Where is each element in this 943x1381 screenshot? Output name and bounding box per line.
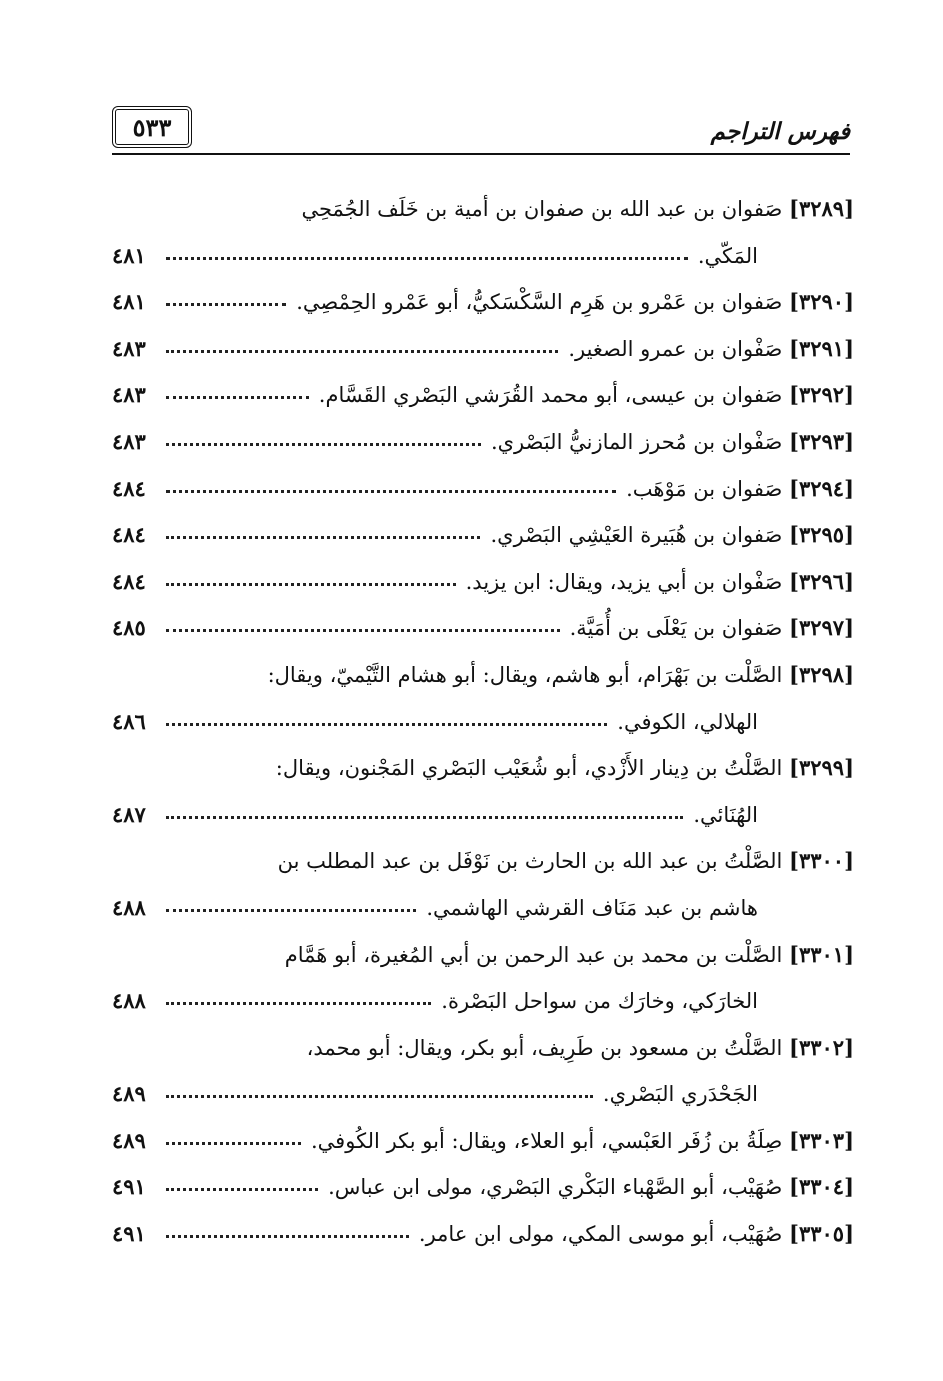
- entry-name: صَفوان بن مَوْهَب.: [626, 476, 783, 501]
- entry-number: [٣٣٠٤]: [789, 1174, 854, 1200]
- entry-name: صَفوان بن عَمْرو بن هَرِم السَّكْسَكيُّ، أبو عَمْرو الحِمْصِي.: [296, 290, 783, 315]
- entry-number: [٣٢٩٤]: [789, 475, 854, 501]
- entry-name: صَفوان بن عيسى، أبو محمد القُرَشي البَصْري القَسَّام.: [318, 383, 783, 408]
- entry-name: صَفوان بن عبد الله بن صفوان بن أمية بن خَلَف الجُمَحِي: [301, 197, 783, 221]
- entry-page-number: ٤٨٨: [112, 894, 146, 920]
- entry-page-number: ٤٨٩: [112, 1081, 146, 1107]
- entry-number: [٣٣٠٠]: [789, 848, 854, 874]
- entry-line: [112, 561, 854, 608]
- entry-text: [617, 707, 758, 737]
- entry-text: [426, 893, 758, 923]
- entry-number: [٣٣٠٥]: [789, 1221, 854, 1247]
- entry-line: [112, 328, 854, 375]
- entry-page-number: ٤٨٣: [112, 382, 146, 408]
- dot-leader: [166, 723, 607, 726]
- entry-page-number: ٤٨٦: [112, 708, 146, 734]
- entry-text: [285, 940, 854, 970]
- entry-name: الخارَكي، وخارَك من سواحل البَصْرة.: [441, 989, 758, 1014]
- entry-text: [693, 800, 758, 830]
- entry-text: [307, 1033, 854, 1063]
- entry-text: [626, 474, 854, 504]
- entry-number: [٣٢٩٣]: [789, 428, 854, 454]
- entry-text: [319, 380, 854, 410]
- entry-continuation-line: [112, 980, 854, 1027]
- entry-line: [112, 607, 854, 654]
- entry-continuation-line: [112, 235, 854, 282]
- entry-line: [112, 188, 854, 235]
- entry-line: [112, 1213, 854, 1260]
- dot-leader: [166, 1188, 318, 1191]
- entry-name: الهلالي، الكوفي.: [617, 709, 758, 734]
- entry-page-number: ٤٨٤: [112, 475, 146, 501]
- entry-text: [568, 334, 854, 364]
- entry-name: صَفْوان بن أبي يزيد، ويقال: ابن يزيد.: [465, 569, 783, 594]
- entry-number: [٣٢٩٧]: [789, 615, 854, 641]
- entry-text: [490, 520, 854, 550]
- entry-line: [112, 514, 854, 561]
- entry-name: الصَّلْتُ بن دِينار الأَزْدي، أبو شُعَيْب البَصْري المَجْنون، ويقال:: [275, 756, 783, 781]
- entry-text: [441, 986, 758, 1016]
- dot-leader: [166, 1142, 301, 1145]
- header-title: فهرس التراجم: [710, 118, 850, 145]
- entry-line: [112, 468, 854, 515]
- entry-name: هاشم بن عبد مَنَاف القرشي الهاشمي.: [426, 895, 758, 920]
- entry-text: [268, 660, 854, 690]
- header-rule: [112, 153, 850, 155]
- dot-leader: [166, 536, 480, 539]
- entry-text: [328, 1172, 854, 1202]
- entry-line: [112, 281, 854, 328]
- entry-line: [112, 1027, 854, 1074]
- entry-name: الصَّلْتُ بن مسعود بن طَرِيف، أبو بكر، ويقال: أبو محمد،: [306, 1035, 783, 1060]
- entry-name: الهُنَائي.: [693, 802, 758, 827]
- entry-page-number: ٤٨٣: [112, 335, 146, 361]
- entry-number: [٣٣٠١]: [789, 941, 854, 967]
- entry-page-number: ٤٨٧: [112, 801, 146, 827]
- entry-number: [٣٢٩٦]: [789, 568, 854, 594]
- entry-line: [112, 840, 854, 887]
- entry-text: [301, 194, 854, 224]
- entry-page-number: ٤٨٤: [112, 522, 146, 548]
- entry-text: [419, 1219, 854, 1249]
- entry-continuation-line: [112, 701, 854, 748]
- entry-name: صَفْوان بن مُحرز المازنيُّ البَصْري.: [490, 429, 783, 454]
- index-entries: [112, 188, 854, 1260]
- entry-number: [٣٣٠٣]: [789, 1127, 854, 1153]
- dot-leader: [166, 1235, 409, 1238]
- entry-name: صِلَةُ بن زُفَر العَبْسي، أبو العلاء، ويقال: أبو بكر الكُوفي.: [311, 1128, 783, 1153]
- entry-number: [٣٢٩٠]: [789, 289, 854, 315]
- entry-name: المَكّي.: [697, 243, 758, 268]
- entry-page-number: ٤٨١: [112, 289, 146, 315]
- entry-page-number: ٤٨١: [112, 242, 146, 268]
- entry-name: الصَّلْت بن محمد بن عبد الرحمن بن أبي المُغيرة، أبو هَمَّام: [284, 942, 783, 967]
- entry-text: [466, 567, 854, 597]
- dot-leader: [166, 257, 688, 260]
- entry-number: [٣٢٩٨]: [789, 661, 854, 687]
- dot-leader: [166, 909, 416, 912]
- entry-name: صَفوان بن هُبَيرة العَيْشِي البَصْري.: [490, 523, 783, 548]
- entry-text: [491, 427, 854, 457]
- entry-page-number: ٤٩١: [112, 1174, 146, 1200]
- dot-leader: [166, 490, 616, 493]
- entry-text: [276, 753, 854, 783]
- entry-text: [278, 846, 854, 876]
- entry-text: [603, 1079, 758, 1109]
- entry-text: [570, 613, 854, 643]
- entry-continuation-line: [112, 1073, 854, 1120]
- entry-line: [112, 374, 854, 421]
- page-number: ٥٣٣: [132, 112, 172, 142]
- entry-line: [112, 1166, 854, 1213]
- entry-line: [112, 654, 854, 701]
- entry-line: [112, 421, 854, 468]
- entry-continuation-line: [112, 887, 854, 934]
- entry-name: صُهَيْب، أبو موسى المكي، مولى ابن عامر.: [418, 1222, 783, 1247]
- page-number-box: [112, 106, 192, 148]
- entry-text: [296, 287, 854, 317]
- dot-leader: [166, 816, 683, 819]
- entry-line: [112, 934, 854, 981]
- dot-leader: [166, 443, 481, 446]
- dot-leader: [166, 1095, 593, 1098]
- entry-page-number: ٤٨٨: [112, 988, 146, 1014]
- dot-leader: [166, 1002, 431, 1005]
- entry-page-number: ٤٨٩: [112, 1127, 146, 1153]
- entry-name: صَفْوان بن عمرو الصغير.: [568, 336, 783, 361]
- entry-name: الصَّلْت بن بَهْرَام، أبو هاشم، ويقال: أبو هشام التَّيْميّ، ويقال:: [267, 662, 783, 687]
- entry-name: الجَحْدَري البَصْري.: [602, 1082, 758, 1107]
- dot-leader: [166, 350, 558, 353]
- dot-leader: [166, 629, 560, 632]
- entry-number: [٣٢٩٩]: [789, 755, 854, 781]
- entry-page-number: ٤٨٥: [112, 615, 146, 641]
- entry-page-number: ٤٨٤: [112, 568, 146, 594]
- dot-leader: [166, 583, 456, 586]
- entry-continuation-line: [112, 794, 854, 841]
- entry-page-number: ٤٨٣: [112, 428, 146, 454]
- entry-text: [698, 241, 758, 271]
- entry-text: [311, 1126, 854, 1156]
- entry-number: [٣٢٨٩]: [789, 196, 854, 221]
- entry-number: [٣٣٠٢]: [789, 1034, 854, 1060]
- entry-name: صُهَيْب، أبو الصَّهْباء البَكْري البَصْري، مولى ابن عباس.: [328, 1175, 783, 1200]
- entry-page-number: ٤٩١: [112, 1221, 146, 1247]
- dot-leader: [166, 303, 286, 306]
- entry-name: الصَّلْتُ بن عبد الله بن الحارث بن نَوْفَل بن عبد المطلب بن: [277, 849, 783, 874]
- entry-line: [112, 1120, 854, 1167]
- entry-number: [٣٢٩١]: [789, 335, 854, 361]
- entry-name: صَفوان بن يَعْلَى بن أُمَيَّة.: [569, 616, 783, 641]
- entry-number: [٣٢٩٥]: [789, 522, 854, 548]
- dot-leader: [166, 396, 309, 399]
- page-header: [112, 106, 850, 154]
- entry-number: [٣٢٩٢]: [789, 382, 854, 408]
- entry-line: [112, 747, 854, 794]
